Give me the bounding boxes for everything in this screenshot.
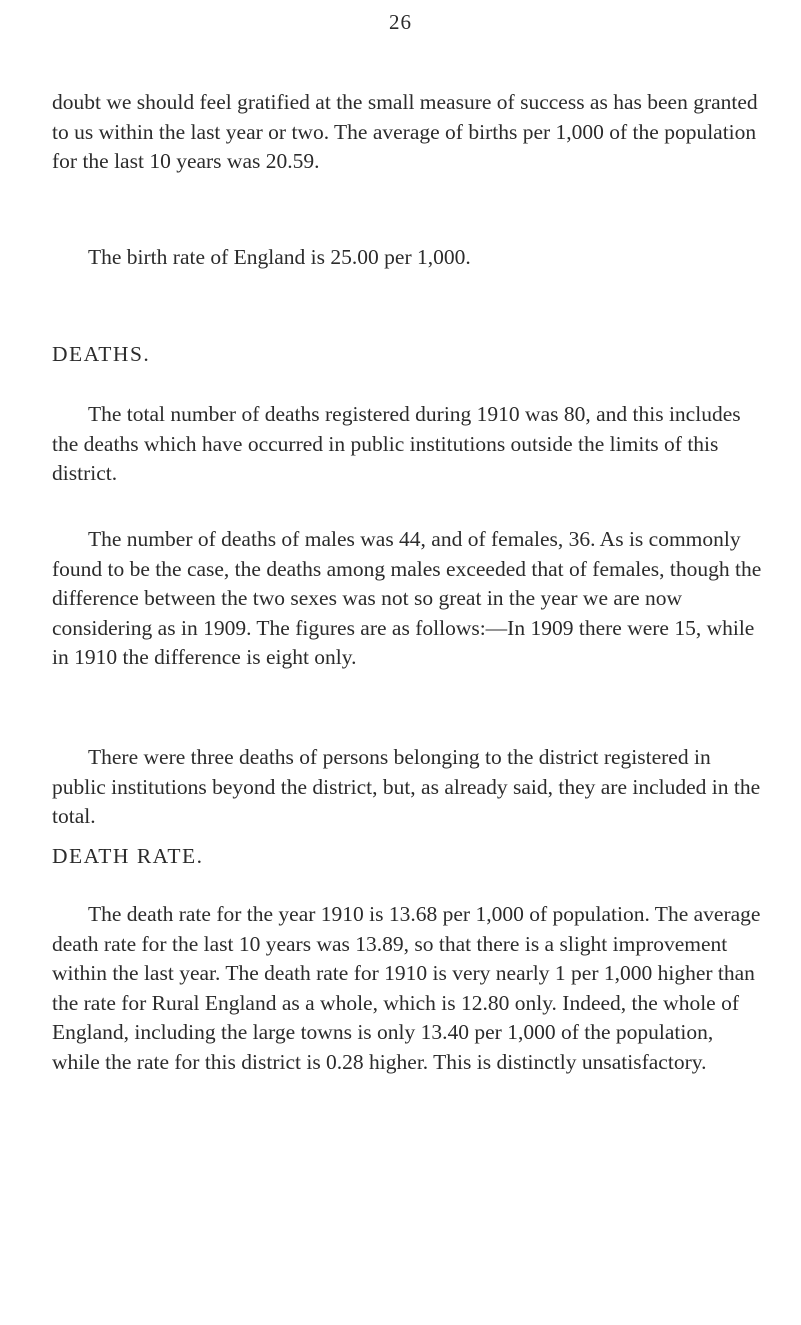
paragraph-deaths-by-sex: The number of deaths of males was 44, and of females, 36. As is commonly found to be the case, the deaths among males exceeded that of females, though the difference between the two sexes was not so great in the year we are now considering as in 1909. The figures are as follows:—In 1909 there were 15, while in 1910 the difference is eight only. [52, 527, 762, 669]
heading-deaths: DEATHS. [52, 342, 151, 366]
paragraph-death-rate: The death rate for the year 1910 is 13.68 per 1,000 of population. The average death rate for the last 10 years was 13.89, so that there is a slight improvement within the last year. The death rate for 1910 is very nearly 1 per 1,000 higher than the rate for Rural England as a whole, which is 12.80 only. Indeed, the whole of England, including the large towns is only 13.40 per 1,000 of the population, while the rate for this district is 0.28 higher. This is distinctly unsatisfactory. [52, 902, 761, 1074]
page-number: 26 [389, 10, 412, 34]
paragraph-institution-deaths: There were three deaths of persons belonging to the district registered in public institutions beyond the district, but, as already said, they are included in the total. [52, 745, 761, 828]
heading-death-rate: DEATH RATE. [52, 844, 204, 868]
paragraph-births-average: doubt we should feel gratified at the small measure of success as has been granted to us within the last year or two. The average of births per 1,000 of the population for the last 10 years was 20.59. [52, 90, 758, 173]
paragraph-total-deaths: The total number of deaths registered during 1910 was 80, and this includes the deaths which have occurred in public institutions outside the limits of this district. [52, 402, 741, 485]
paragraph-birth-rate-england: The birth rate of England is 25.00 per 1,000. [88, 245, 471, 269]
